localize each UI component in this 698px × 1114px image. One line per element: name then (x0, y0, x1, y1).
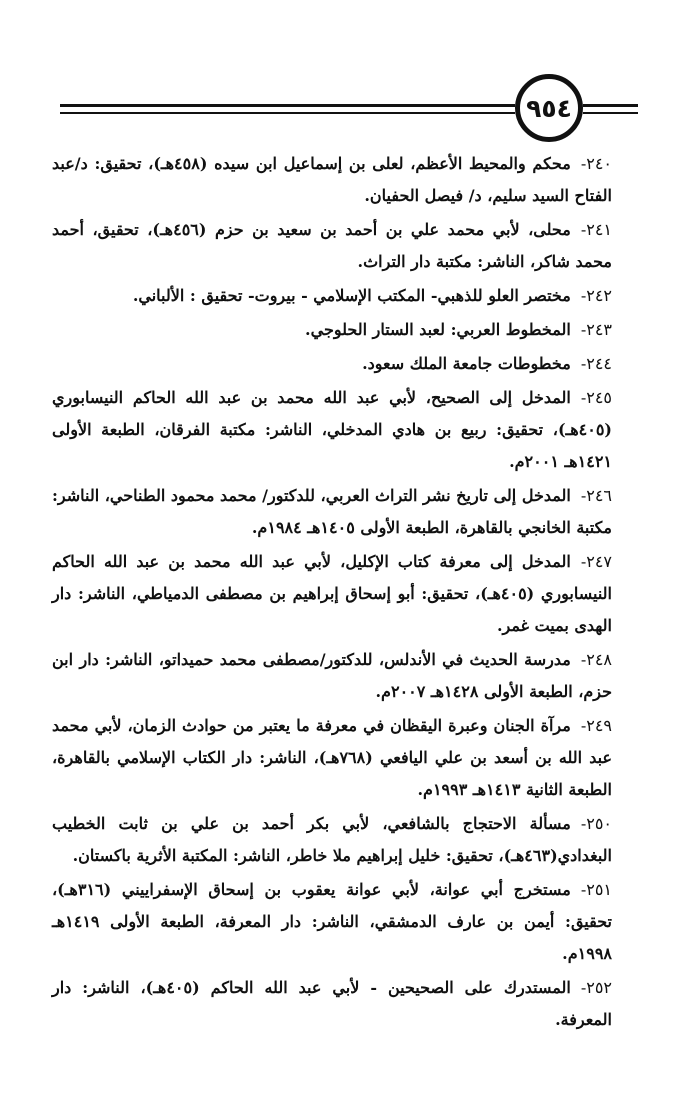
header-rule (60, 112, 515, 114)
bibliography-list (52, 148, 612, 1038)
page-number: ٩٥٤ (515, 74, 583, 142)
bibliography-entry (52, 480, 612, 544)
bibliography-entry (52, 148, 612, 212)
bibliography-entry (52, 972, 612, 1036)
bibliography-entry (52, 644, 612, 708)
page-header (60, 74, 638, 144)
entry-number: ٢٤١- (580, 220, 612, 239)
entry-number: ٢٥١- (580, 880, 612, 899)
entry-number: ٢٥٢- (580, 978, 613, 997)
entry-text: المدخل إلى تاريخ نشر التراث العربي، للدكتور/ محمد محمود الطناحي، الناشر: مكتبة الخانجي بالقاهرة، الطبعة الأولى ١٤٠٥هـ ١٩٨٤م. (52, 486, 612, 537)
entry-text: محكم والمحيط الأعظم، لعلى بن إسماعيل ابن سيده (٤٥٨هـ)، تحقيق: د/عبد الفتاح السيد سليم، د/ فيصل الحفيان. (52, 154, 612, 205)
bibliography-entry (52, 214, 612, 278)
entry-text: مرآة الجنان وعبرة اليقظان في معرفة ما يعتبر من حوادث الزمان، لأبي محمد عبد الله بن أسعد بن علي اليافعي (٧٦٨هـ)، الناشر: دار الكتاب الإسلامي بالقاهرة، الطبعة الثانية ١٤١٣هـ ١٩٩٣م. (52, 716, 612, 799)
entry-number: ٢٤٩- (580, 716, 612, 735)
entry-number: ٢٤٦- (580, 486, 612, 505)
entry-number: ٢٤٧- (580, 552, 612, 571)
bibliography-entry (52, 546, 612, 642)
entry-number: ٢٤٠- (580, 154, 612, 173)
entry-text: المخطوط العربي: لعبد الستار الحلوجي. (305, 320, 571, 339)
header-rule (60, 104, 515, 107)
entry-number: ٢٤٢- (580, 286, 612, 305)
entry-text: مختصر العلو للذهبي- المكتب الإسلامي - بيروت- تحقيق : الألباني. (132, 286, 571, 305)
entry-number: ٢٤٥- (580, 388, 612, 407)
bibliography-entry (52, 808, 612, 872)
bibliography-entry (52, 710, 612, 806)
entry-text: مخطوطات جامعة الملك سعود. (362, 354, 571, 373)
entry-number: ٢٤٣- (580, 320, 612, 339)
bibliography-entry (52, 314, 612, 346)
entry-number: ٢٤٤- (580, 354, 612, 373)
entry-number: ٢٤٨- (580, 650, 612, 669)
entry-text: محلى، لأبي محمد علي بن أحمد بن سعيد بن حزم (٤٥٦هـ)، تحقيق، أحمد محمد شاكر، الناشر: مكتبة دار التراث. (52, 220, 612, 271)
bibliography-entry (52, 382, 612, 478)
bibliography-entry (52, 348, 612, 380)
entry-text: مستخرج أبي عوانة، لأبي عوانة يعقوب بن إسحاق الإسفراييني (٣١٦هـ)، تحقيق: أيمن بن عارف الدمشقي، الناشر: دار المعرفة، الطبعة الأولى ١٤١٩هـ ١٩٩٨م. (52, 880, 612, 963)
bibliography-entry (52, 280, 612, 312)
entry-number: ٢٥٠- (580, 814, 612, 833)
entry-text: المستدرك على الصحيحين - لأبي عبد الله الحاكم (٤٠٥هـ)، الناشر: دار المعرفة. (52, 978, 612, 1029)
entry-text: المدخل إلى الصحيح، لأبي عبد الله محمد بن عبد الله الحاكم النيسابوري (٤٠٥هـ)، تحقيق: ربيع بن هادي المدخلي، الناشر: مكتبة الفرقان، الطبعة الأولى ١٤٢١هـ ٢٠٠١م. (52, 388, 612, 471)
entry-text: مدرسة الحديث في الأندلس، للدكتور/مصطفى محمد حميداتو، الناشر: دار ابن حزم، الطبعة الأولى ١٤٢٨هـ ٢٠٠٧م. (52, 650, 612, 701)
entry-text: المدخل إلى معرفة كتاب الإكليل، لأبي عبد الله محمد بن عبد الله الحاكم النيسابوري (٤٠٥هـ)، تحقيق: أبو إسحاق إبراهيم بن مصطفى الدمياطي، الناشر: دار الهدى بميت غمر. (52, 552, 613, 635)
bibliography-entry (52, 874, 612, 970)
entry-text: مسألة الاحتجاج بالشافعي، لأبي بكر أحمد بن علي بن ثابت الخطيب البغدادي(٤٦٣هـ)، تحقيق: خليل إبراهيم ملا خاطر، الناشر: المكتبة الأثرية باكستان. (52, 814, 612, 865)
header-rule (583, 112, 638, 114)
header-rule (583, 104, 638, 107)
